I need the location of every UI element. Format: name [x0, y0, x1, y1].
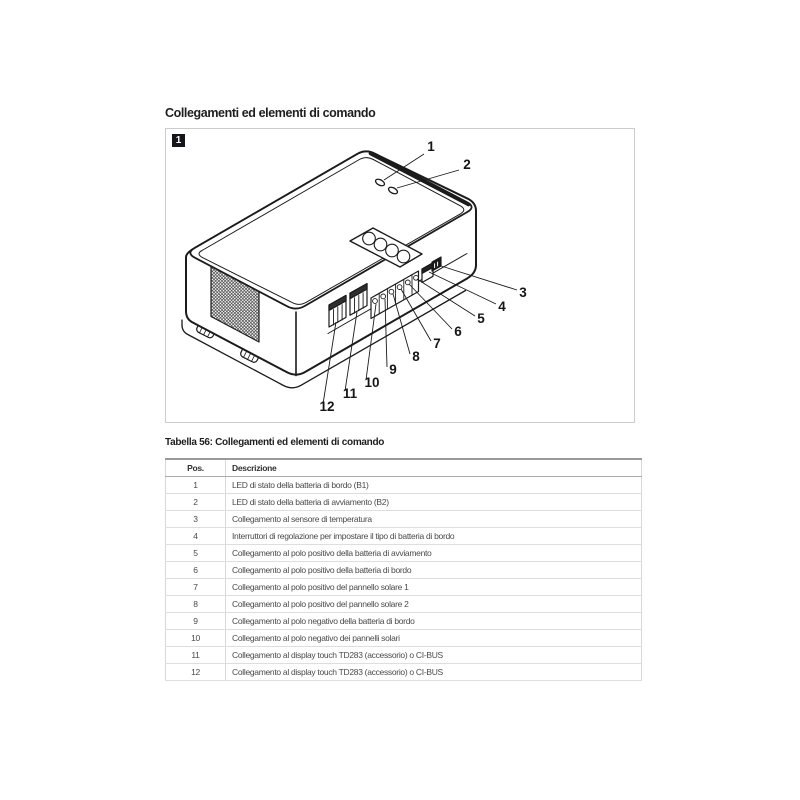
device-illustration — [166, 129, 634, 422]
description-cell: Collegamento al display touch TD283 (accessorio) o CI-BUS — [226, 664, 642, 681]
callout-number: 4 — [498, 299, 506, 314]
callout-number: 7 — [433, 336, 441, 351]
callout-number: 9 — [389, 362, 397, 377]
table-row — [166, 562, 642, 579]
callout-number: 2 — [463, 157, 471, 172]
description-cell: Collegamento al sensore di temperatura — [226, 511, 642, 528]
table-row — [166, 477, 642, 494]
pos-cell: 8 — [166, 596, 226, 613]
description-cell: Interruttori di regolazione per impostare il tipo di batteria di bordo — [226, 528, 642, 545]
description-cell: LED di stato della batteria di bordo (B1) — [226, 477, 642, 494]
table-row — [166, 579, 642, 596]
callout-number: 5 — [477, 311, 485, 326]
callout-number: 1 — [427, 139, 435, 154]
table-row — [166, 545, 642, 562]
device-body — [182, 151, 476, 387]
table-row — [166, 494, 642, 511]
callout-number: 11 — [342, 386, 358, 401]
pos-cell: 7 — [166, 579, 226, 596]
figure-number-badge: 1 — [172, 134, 185, 147]
table-row — [166, 630, 642, 647]
column-header-pos: Pos. — [166, 459, 226, 477]
table-row — [166, 528, 642, 545]
description-cell: Collegamento al polo positivo del pannello solare 1 — [226, 579, 642, 596]
figure-box — [165, 128, 635, 423]
description-cell: Collegamento al display touch TD283 (accessorio) o CI-BUS — [226, 647, 642, 664]
description-cell: Collegamento al polo positivo del pannello solare 2 — [226, 596, 642, 613]
table-body — [166, 477, 642, 681]
description-cell: LED di stato della batteria di avviamento (B2) — [226, 494, 642, 511]
pos-cell: 3 — [166, 511, 226, 528]
pos-cell: 2 — [166, 494, 226, 511]
callout-number: 10 — [364, 375, 380, 390]
callout-number: 12 — [319, 399, 335, 414]
manual-page — [165, 106, 635, 681]
column-header-descrizione: Descrizione — [226, 459, 642, 477]
pos-cell: 12 — [166, 664, 226, 681]
pos-cell: 4 — [166, 528, 226, 545]
table-row — [166, 511, 642, 528]
callout-number: 8 — [412, 349, 420, 364]
connections-table — [165, 458, 642, 681]
table-caption: Tabella 56: Collegamenti ed elementi di comando — [165, 437, 385, 448]
table-row — [166, 664, 642, 681]
description-cell: Collegamento al polo negativo dei pannelli solari — [226, 630, 642, 647]
callout-number: 6 — [454, 324, 462, 339]
callout-number: 3 — [519, 285, 527, 300]
description-cell: Collegamento al polo positivo della batteria di avviamento — [226, 545, 642, 562]
page-title: Collegamenti ed elementi di comando — [165, 106, 376, 120]
table-row — [166, 596, 642, 613]
pos-cell: 11 — [166, 647, 226, 664]
table-row — [166, 647, 642, 664]
pos-cell: 9 — [166, 613, 226, 630]
pos-cell: 1 — [166, 477, 226, 494]
pos-cell: 6 — [166, 562, 226, 579]
table-header-row — [166, 459, 642, 477]
description-cell: Collegamento al polo negativo della batteria di bordo — [226, 613, 642, 630]
table-row — [166, 613, 642, 630]
description-cell: Collegamento al polo positivo della batteria di bordo — [226, 562, 642, 579]
pos-cell: 10 — [166, 630, 226, 647]
pos-cell: 5 — [166, 545, 226, 562]
